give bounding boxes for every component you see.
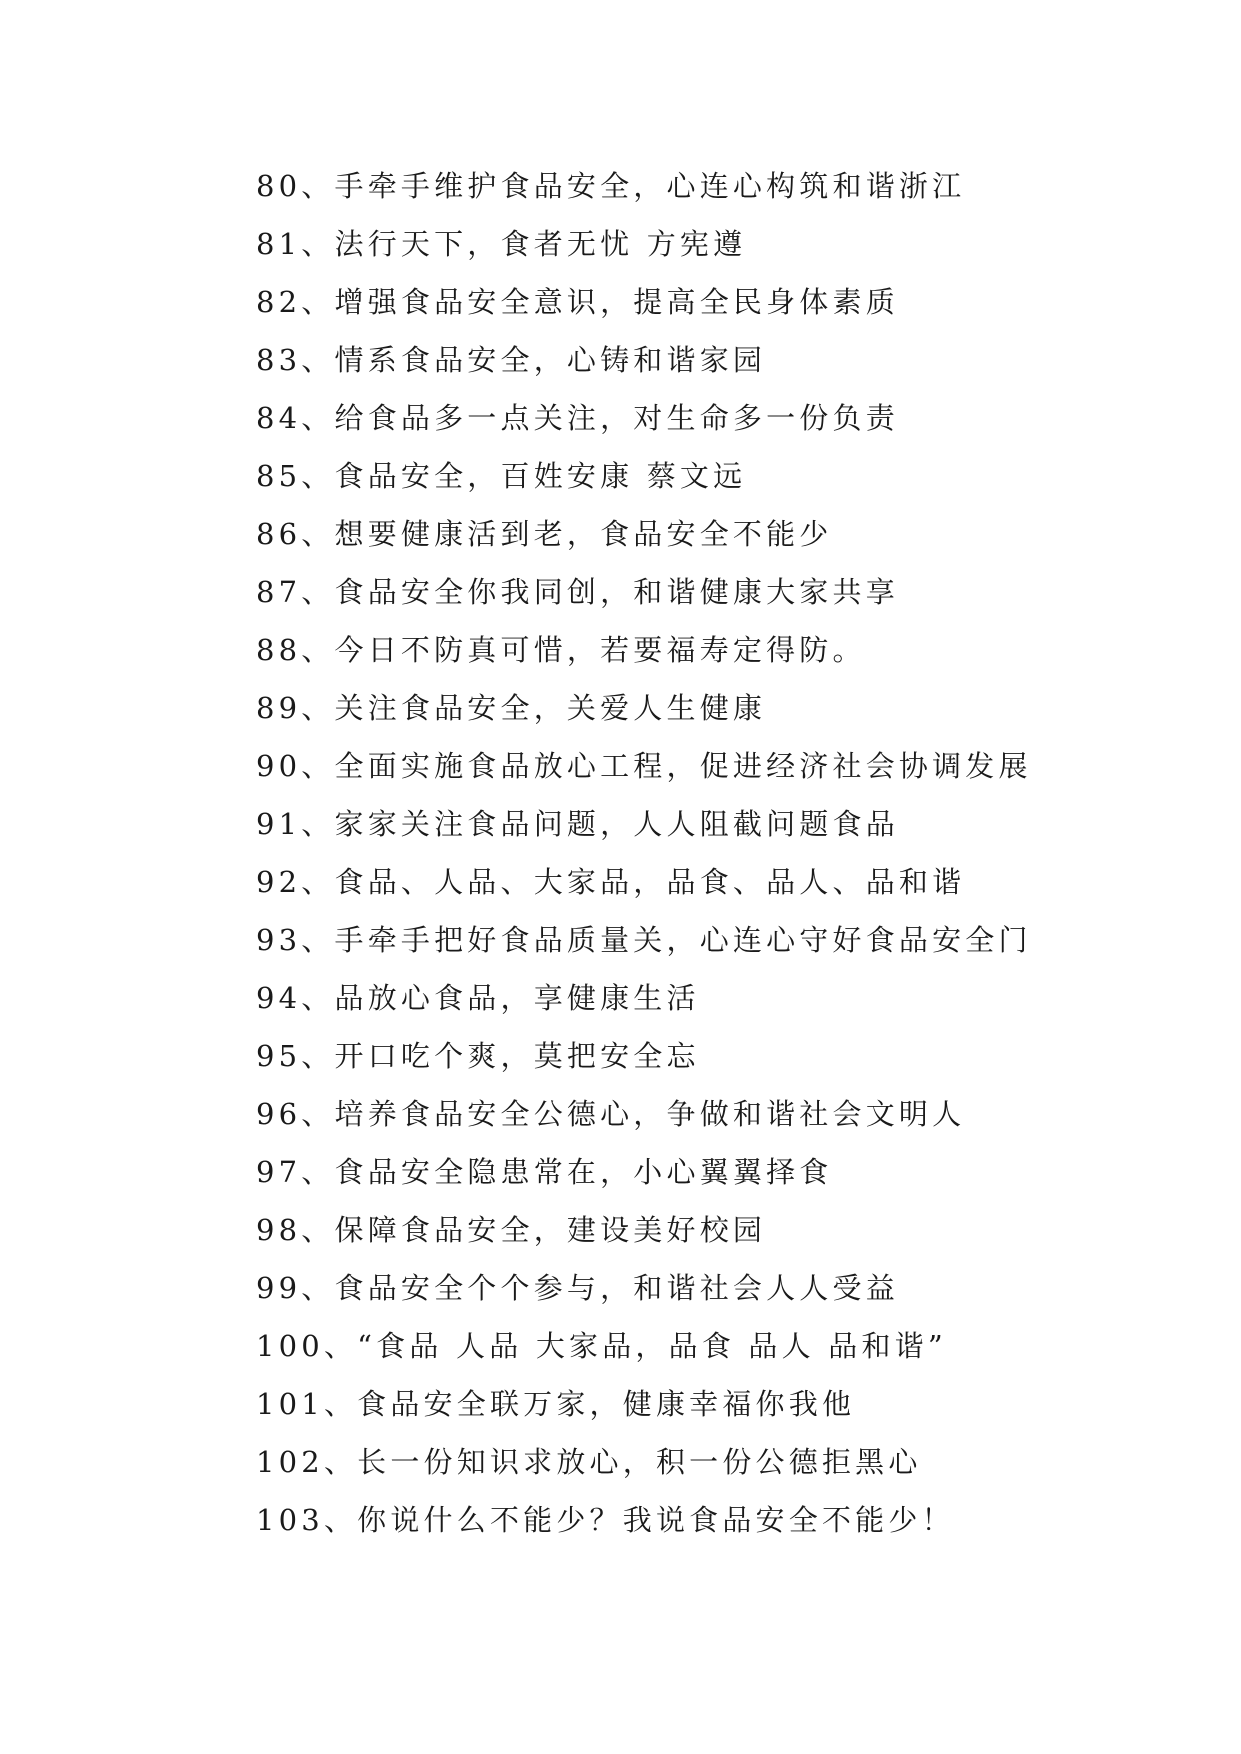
slogan-line: 85、食品安全，百姓安康 蔡文远 <box>256 459 747 493</box>
slogan-line: 84、给食品多一点关注，对生命多一份负责 <box>256 401 899 435</box>
slogan-line: 81、法行天下，食者无忧 方宪遵 <box>256 227 747 261</box>
slogan-line: 97、食品安全隐患常在，小心翼翼择食 <box>256 1155 833 1189</box>
slogan-line: 100、“食品 人品 大家品，品食 品人 品和谐” <box>256 1329 947 1363</box>
slogan-line: 82、增强食品安全意识，提高全民身体素质 <box>256 285 899 319</box>
slogan-line: 83、情系食品安全，心铸和谐家园 <box>256 343 767 377</box>
slogan-line: 92、食品、人品、大家品，品食、品人、品和谐 <box>256 865 966 899</box>
slogan-line: 91、家家关注食品问题，人人阻截问题食品 <box>256 807 899 841</box>
slogan-line: 103、你说什么不能少？我说食品安全不能少！ <box>256 1503 955 1537</box>
slogan-line: 89、关注食品安全，关爱人生健康 <box>256 691 767 725</box>
slogan-line: 86、想要健康活到老，食品安全不能少 <box>256 517 833 551</box>
slogan-list <box>256 157 1156 1549</box>
slogan-line: 88、今日不防真可惜，若要福寿定得防。 <box>256 633 866 667</box>
slogan-line: 95、开口吃个爽，莫把安全忘 <box>256 1039 700 1073</box>
slogan-line: 94、品放心食品，享健康生活 <box>256 981 700 1015</box>
slogan-line: 80、手牵手维护食品安全，心连心构筑和谐浙江 <box>256 169 966 203</box>
slogan-line: 87、食品安全你我同创，和谐健康大家共享 <box>256 575 899 609</box>
slogan-line: 96、培养食品安全公德心，争做和谐社会文明人 <box>256 1097 966 1131</box>
slogan-line: 90、全面实施食品放心工程，促进经济社会协调发展 <box>256 749 1032 783</box>
slogan-line: 93、手牵手把好食品质量关，心连心守好食品安全门 <box>256 923 1032 957</box>
slogan-line: 102、长一份知识求放心，积一份公德拒黑心 <box>256 1445 922 1479</box>
slogan-line: 98、保障食品安全，建设美好校园 <box>256 1213 767 1247</box>
slogan-line: 99、食品安全个个参与，和谐社会人人受益 <box>256 1271 899 1305</box>
slogan-line: 101、食品安全联万家，健康幸福你我他 <box>256 1387 856 1421</box>
